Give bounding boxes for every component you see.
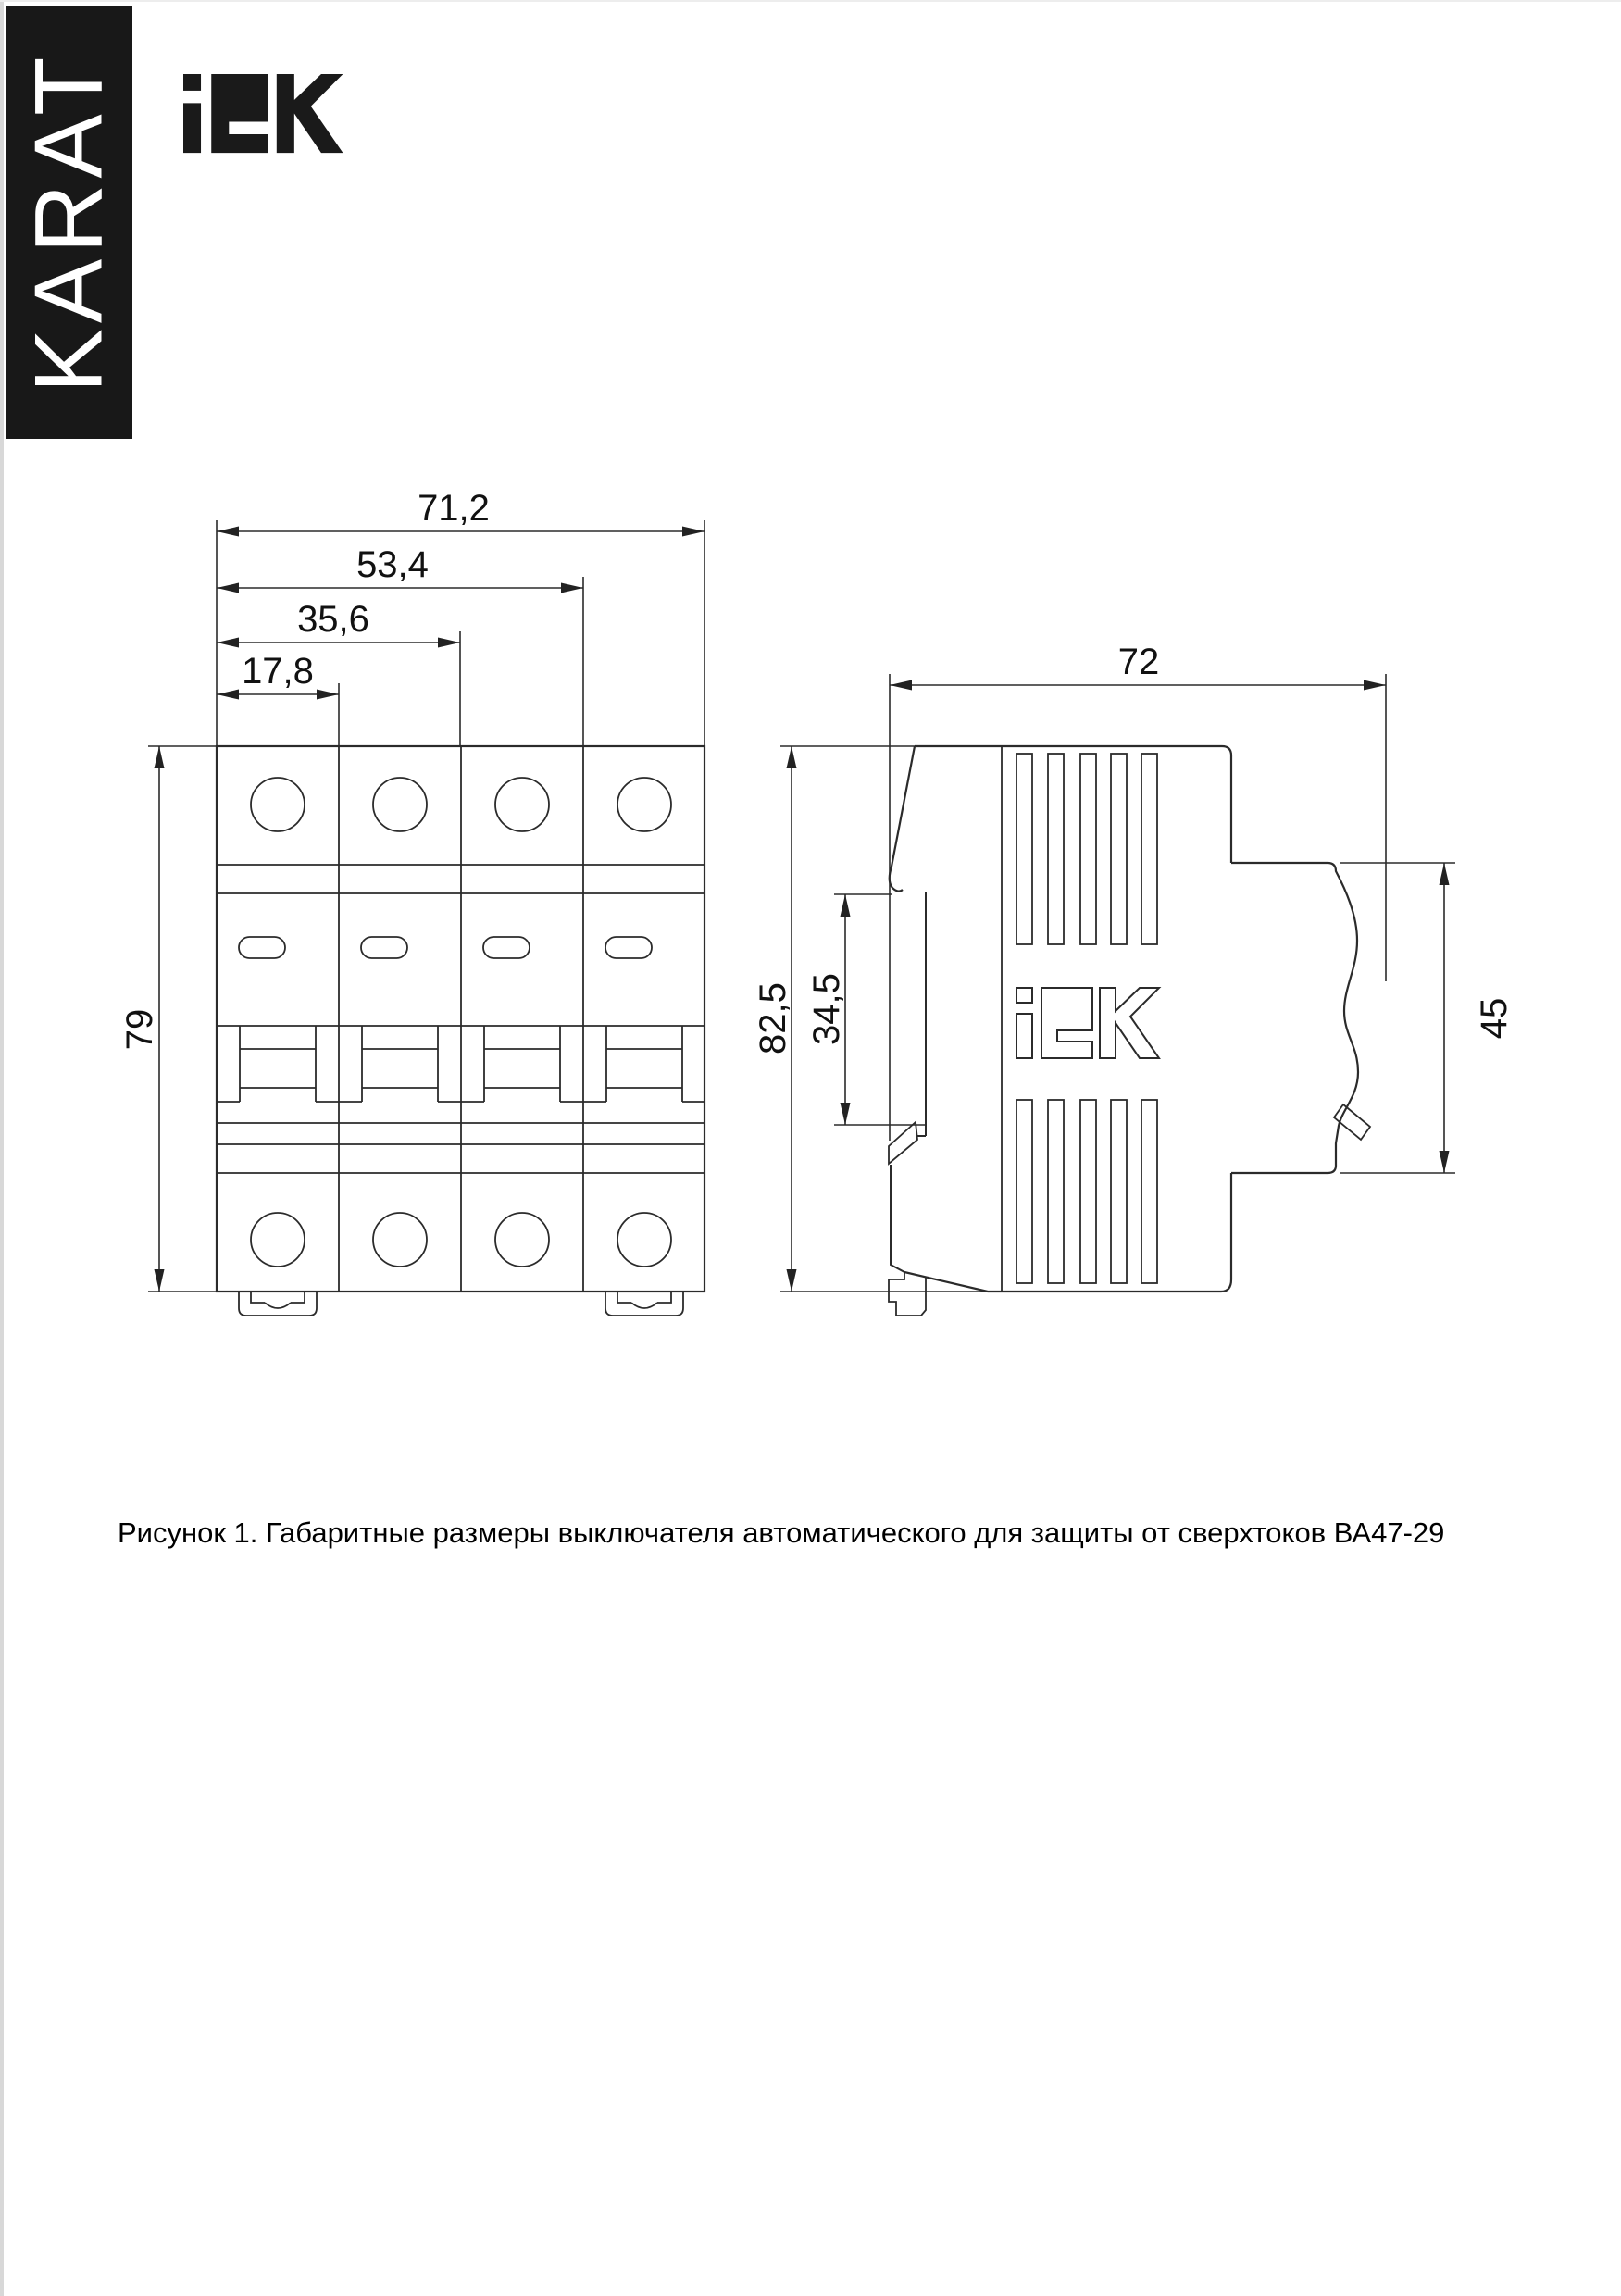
dim-label-35-6: 35,6 xyxy=(297,599,369,640)
side-ribs-lower xyxy=(1016,1100,1157,1283)
side-dimensions xyxy=(753,642,1515,1292)
dim-label-53-4: 53,4 xyxy=(356,544,429,585)
front-label-windows xyxy=(239,937,652,958)
dim-label-45: 45 xyxy=(1474,997,1515,1040)
din-lower-foot xyxy=(889,1272,926,1316)
iek-emboss-logo-icon xyxy=(1016,988,1159,1058)
front-din-clips xyxy=(239,1292,683,1316)
figure-caption: Рисунок 1. Габаритные размеры выключателя автоматического для защиты от сверхтоков ВА47-29 xyxy=(118,1516,1445,1549)
front-dimensions xyxy=(119,488,705,1292)
side-dimension-arrows xyxy=(787,680,1450,1292)
side-ribs-upper xyxy=(1016,754,1157,944)
dim-label-34-5: 34,5 xyxy=(806,973,847,1045)
front-view xyxy=(217,746,705,1316)
dim-label-72: 72 xyxy=(1117,642,1160,682)
dim-label-79: 79 xyxy=(119,1008,160,1051)
dim-label-71-2: 71,2 xyxy=(418,488,490,529)
side-view xyxy=(889,746,1370,1316)
din-upper-claw xyxy=(889,1122,917,1164)
dimension-arrows xyxy=(155,527,705,1292)
dim-label-82-5: 82,5 xyxy=(753,982,793,1054)
karat-banner-label: KARAT xyxy=(15,51,122,393)
dim-label-17-8: 17,8 xyxy=(242,651,314,692)
din-release-tab xyxy=(1334,1104,1370,1140)
